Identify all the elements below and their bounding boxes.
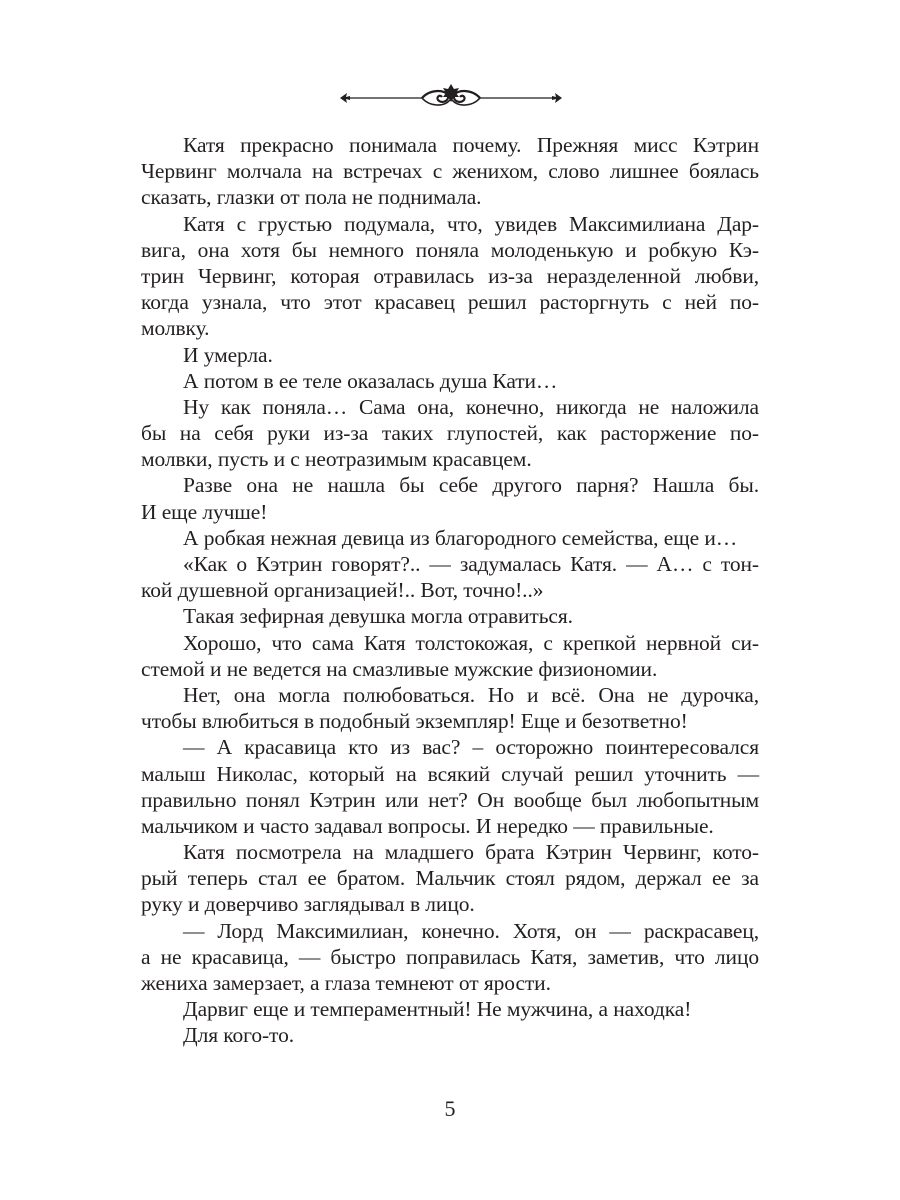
text-line: Катя посмотрела на младшего брата Кэтрин Червинг, кото- [183,840,759,865]
text-line: Для кого-то. [183,1023,294,1048]
text-line: — А красавица кто из вас? – осторожно поинтересовался [183,735,759,760]
text-line: жениха замерзает, а глаза темнеют от ярости. [141,971,551,995]
text-line: сказать, глазки от пола не поднимала. [141,185,482,210]
text-line: Катя с грустью подумала, что, увидев Максимилиана Дар- [183,211,759,236]
text-line: Червинг молчала на встречах с женихом, слово лишнее боялась [141,159,759,184]
text-line: рый теперь стал ее братом. Мальчик стоял рядом, держал ее за [141,866,759,891]
text-line: а не красавица, — быстро поправилась Катя, заметив, что лицо [141,944,759,969]
text-line: молвку. [141,316,210,341]
text-line: Нет, она могла полюбоваться. Но и всё. Она не дурочка, [183,682,759,707]
text-line: бы на себя руки из-за таких глупостей, как расторжение по- [141,421,759,446]
body-text [141,132,759,1049]
text-line: молвки, пусть и с неотразимым красавцем. [141,447,532,472]
text-line: мальчиком и часто задавал вопросы. И нередко — правильные. [141,813,714,838]
text-line: трин Червинг, которая отравилась из-за неразделенной любви, [141,263,759,288]
text-line: А робкая нежная девица из благородного семейства, еще и… [183,525,738,550]
text-line: Хорошо, что сама Катя толстокожая, с крепкой нервной си- [183,630,759,655]
text-line: И умерла. [183,342,273,367]
text-line: руку и доверчиво заглядывал в лицо. [141,892,475,917]
text-line: Ну как поняла… Сама она, конечно, никогда не наложила [183,394,759,419]
text-line: — Лорд Максимилиан, конечно. Хотя, он — раскрасавец, [183,918,759,943]
text-line: А потом в ее теле оказалась душа Кати… [183,368,558,393]
text-line: Разве она не нашла бы себе другого парня? Нашла бы. [183,473,759,498]
text-line: Катя прекрасно понимала почему. Прежняя мисс Кэтрин [183,133,759,157]
page-number: 5 [444,1096,456,1121]
text-line: стемой и не ведется на смазливые мужские физиономии. [141,656,658,681]
text-line: «Как о Кэтрин говорят?.. — задумалась Катя. — А… с тон- [183,552,759,576]
text-line: вига, она хотя бы немного поняла молоденькую и робкую Кэ- [141,237,759,262]
text-line: правильно понял Кэтрин или нет? Он вообще был любопытным [141,787,759,812]
text-line: И еще лучше! [141,499,268,524]
ornament-divider-icon [338,80,564,116]
text-line: Такая зефирная девушка могла отравиться. [183,604,573,629]
text-line: когда узнала, что этот красавец решил расторгнуть с ней по- [141,290,759,315]
text-line: кой душевной организацией!.. Вот, точно!..» [141,578,544,603]
text-line: Дарвиг еще и темпераментный! Не мужчина, а находка! [183,997,692,1022]
text-line: чтобы влюбиться в подобный экземпляр! Еще и безответно! [141,709,688,734]
text-line: малыш Николас, который на всякий случай решил уточнить — [141,761,759,786]
